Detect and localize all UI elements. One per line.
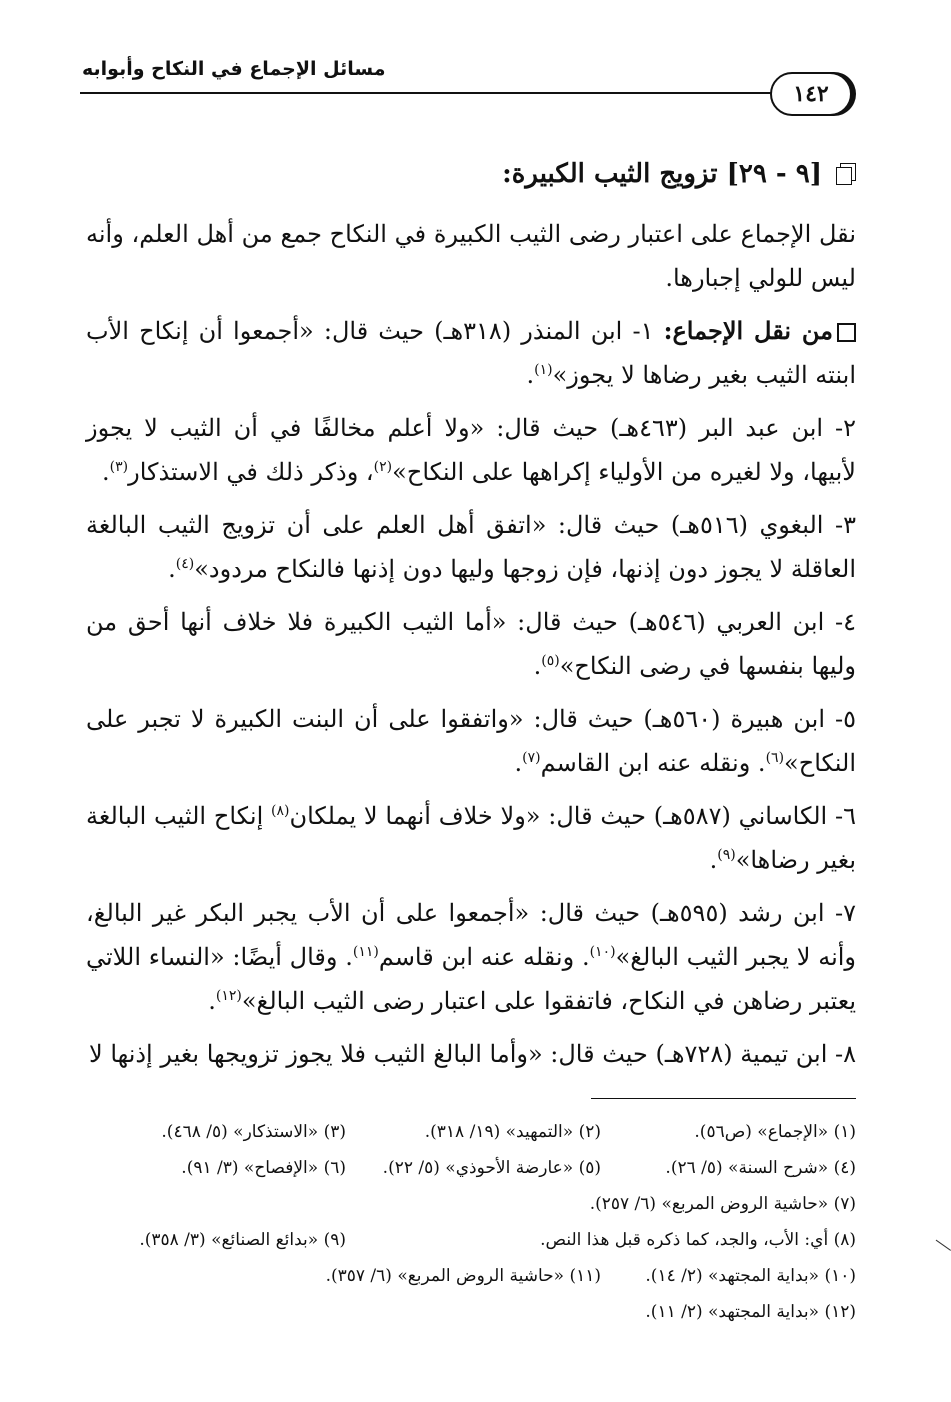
- paragraph-8: [86, 1032, 856, 1076]
- paragraph-text: ٦- الكاساني (٥٨٧هـ) حيث قال: «ولا خلاف أنهما لا يملكان: [289, 802, 856, 830]
- paragraph-text: ٧- ابن رشد (٥٩٥هـ) حيث قال: «أجمعوا على أن الأب يجبر البكر غير البالغ، وأنه لا يجبر الثيب البالغ»: [86, 899, 857, 971]
- footnote-12: (١٢) «بداية المجتهد» (٢/ ١١).: [645, 1302, 856, 1322]
- paragraph-text: ٨- ابن تيمية (٧٢٨هـ) حيث قال: «وأما البالغ الثيب فلا يجوز تزويجها بغير إذنها لا: [89, 1040, 856, 1068]
- paragraph-end: .: [709, 846, 718, 874]
- footnote-ref[interactable]: (٢): [373, 459, 393, 475]
- footnote-ref[interactable]: (١): [534, 362, 553, 378]
- paragraph-text: . ونقله عنه ابن قاسم: [378, 943, 590, 971]
- intro-text: نقل الإجماع على اعتبار رضى الثيب الكبيرة في النكاح جمع من أهل العلم، وأنه ليس للولي إجبارها.: [86, 220, 856, 292]
- paragraph-end: .: [526, 361, 535, 389]
- paragraph-text: ٥- ابن هبيرة (٥٦٠هـ) حيث قال: «واتفقوا على أن البنت الكبيرة لا تجبر على النكاح»: [86, 705, 856, 777]
- footnote-separator: [591, 1098, 856, 1099]
- footnote-4: (٤) «شرح السنة» (٥/ ٢٦).: [665, 1158, 856, 1178]
- paragraph-1: [86, 309, 856, 397]
- footnote-ref[interactable]: (٤): [175, 556, 195, 572]
- paragraph-5: [86, 697, 856, 785]
- header-rule: [80, 92, 780, 94]
- paragraph-6: [86, 794, 856, 882]
- paragraph-text: . ونقله عنه ابن القاسم: [540, 749, 766, 777]
- footnote-row: [86, 1222, 856, 1258]
- footnote-ref[interactable]: (١٠): [589, 944, 616, 960]
- footnote-2: (٢) «التمهيد» (١٩/ ٣١٨).: [424, 1122, 601, 1142]
- paragraph-text: ١- ابن المنذر (٣١٨هـ) حيث قال: «أجمعوا أن إنكاح الأب ابنته الثيب بغير رضاها لا يجوز»: [86, 317, 856, 389]
- paragraph-end: .: [168, 555, 176, 583]
- footnote-row: [86, 1114, 856, 1150]
- page-number: ١٤٢: [770, 72, 852, 116]
- paragraph-text: ٤- ابن العربي (٥٤٦هـ) حيث قال: «أما الثيب الكبيرة فلا خلاف أنها أحق من وليها بنفسها في رضى النكاح»: [86, 608, 857, 680]
- footnote-ref[interactable]: (٧): [522, 750, 541, 766]
- document-stack-icon: [834, 163, 856, 185]
- footnote-1: (١) «الإجماع» (ص٥٦).: [694, 1122, 856, 1142]
- footnote-ref[interactable]: (٥): [541, 653, 560, 669]
- paragraph-end: .: [533, 652, 542, 680]
- footnote-ref[interactable]: (٣): [109, 459, 129, 475]
- footnote-row: [86, 1258, 856, 1294]
- footnote-6: (٦) «الإفصاح» (٣/ ٩١).: [181, 1158, 346, 1178]
- footnote-ref[interactable]: (٦): [765, 750, 785, 766]
- paragraph-end: .: [514, 749, 523, 777]
- paragraph-end: .: [208, 987, 216, 1015]
- footnote-ref[interactable]: (١١): [352, 944, 379, 960]
- footnote-ref[interactable]: (١٢): [215, 988, 242, 1004]
- paragraph-text: ، وذكر ذلك في الاستذكار: [128, 458, 374, 486]
- paragraph-text: ٣- البغوي (٥١٦هـ) حيث قال: «اتفق أهل العلم على أن تزويج الثيب البالغة العاقلة لا يجوز دون إذنها، فإن زوجها وليها دون إذنها فالنكاح مردود»: [86, 511, 856, 583]
- body-text: [86, 212, 856, 1085]
- footnote-ref[interactable]: (٩): [717, 847, 736, 863]
- section-heading: [96, 152, 856, 196]
- paragraph-text: إنكاح الثيب البالغة بغير رضاها»: [86, 802, 856, 874]
- paragraph-7: [86, 891, 856, 1023]
- paragraph-3: [86, 503, 856, 591]
- footnote-3: (٣) «الاستذكار» (٥/ ٤٦٨).: [161, 1122, 346, 1142]
- paragraph-intro: [86, 212, 856, 300]
- paragraph-4: [86, 600, 856, 688]
- footnote-row: [86, 1294, 856, 1330]
- footnote-row: [86, 1150, 856, 1186]
- square-bullet-icon: [837, 323, 856, 342]
- footnote-8: (٨) أي: الأب، والجد، كما ذكره قبل هذا النص.: [540, 1230, 856, 1250]
- running-title: مسائل الإجماع في النكاح وأبوابه: [82, 58, 386, 80]
- footnote-10: (١٠) «بداية المجتهد» (٢/ ١٤).: [645, 1266, 856, 1286]
- footnotes: [86, 1114, 856, 1330]
- footnote-7: (٧) «حاشية الروض المربع» (٦/ ٢٥٧).: [589, 1194, 856, 1214]
- paragraph-text: ٢- ابن عبد البر (٤٦٣هـ) حيث قال: «ولا أعلم مخالفًا في أن الثيب لا يجوز لأبيها، ولا لغيره من الأولياء إكراهها على النكاح»: [86, 414, 857, 486]
- footnote-9: (٩) «بدائع الصنائع» (٣/ ٣٥٨).: [139, 1230, 346, 1250]
- footnote-5: (٥) «عارضة الأحوذي» (٥/ ٢٢).: [382, 1158, 601, 1178]
- paragraph-text: . وقال أيضًا: «النساء اللاتي يعتبر رضاهن في النكاح، فاتفقوا على اعتبار رضى الثيب البالغ»: [86, 943, 856, 1015]
- paragraph-label: من نقل الإجماع:: [663, 316, 833, 345]
- footnote-ref[interactable]: (٨): [271, 803, 290, 819]
- section-title: [٩ - ٢٩] تزويج الثيب الكبيرة:: [502, 159, 822, 189]
- footnote-11: (١١) «حاشية الروض المربع» (٦/ ٣٥٧).: [325, 1266, 601, 1286]
- footnote-row: [86, 1186, 856, 1222]
- margin-mark: [901, 1240, 951, 1300]
- paragraph-end: .: [102, 458, 110, 486]
- paragraph-2: [86, 406, 856, 494]
